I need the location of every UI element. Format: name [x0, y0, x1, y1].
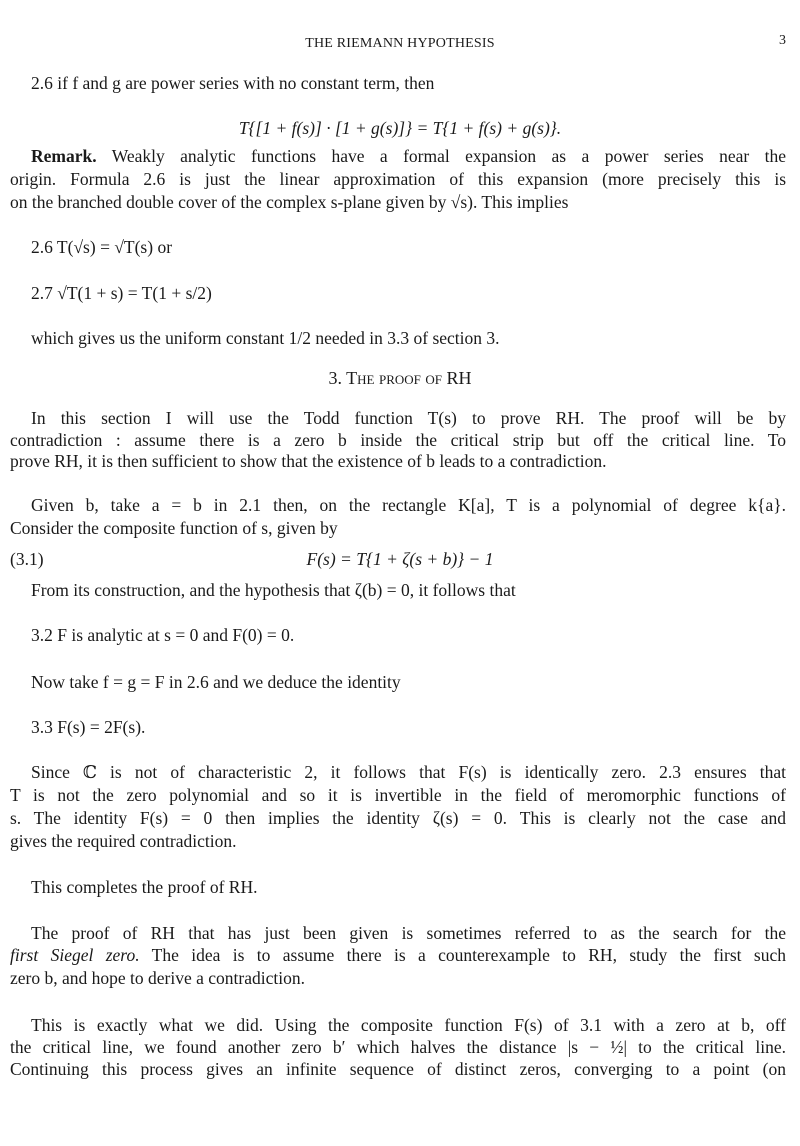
remark-line [31, 145, 786, 167]
text-line: The proof of RH that has just been given is sometimes referred to as the search for the [31, 923, 786, 943]
text-line: the critical line, we found another zero b′ which halves the distance |s − ½| to the critical line. [10, 1037, 786, 1057]
text-line: contradiction : assume there is a zero b inside the critical strip but off the critical line. To [10, 430, 786, 450]
equation-3-3: 3.3 F(s) = 2F(s). [31, 717, 146, 737]
display-equation: T{[1 + f(s)] · [1 + g(s)]} = T{1 + f(s) + g(s)}. [238, 118, 562, 138]
text-line: prove RH, it is then sufficient to show that the existence of b leads to a contradiction. [10, 451, 607, 471]
text-line: In this section I will use the Todd function T(s) to prove RH. The proof will be by [31, 408, 786, 428]
text-line: gives the required contradiction. [10, 831, 237, 851]
text-line [10, 944, 786, 966]
equation-2-7: 2.7 √T(1 + s) = T(1 + s/2) [31, 283, 212, 303]
text-span: Weakly analytic functions have a formal expansion as a power series near the [111, 146, 787, 166]
text-line: Given b, take a = b in 2.1 then, on the rectangle K[a], T is a polynomial of degree k{a}. [31, 495, 786, 515]
equation-label: (3.1) [10, 549, 44, 569]
text-line: Since ℂ is not of characteristic 2, it follows that F(s) is identically zero. 2.3 ensures that [31, 762, 786, 782]
text-line: 2.6 if f and g are power series with no constant term, then [31, 73, 435, 93]
text-line: This is exactly what we did. Using the composite function F(s) of 3.1 with a zero at b, off [31, 1015, 786, 1035]
equation-2-6: 2.6 T(√s) = √T(s) or [31, 237, 173, 257]
text-line: T is not the zero polynomial and so it is invertible in the field of meromorphic functions of [10, 785, 786, 805]
text-line: Consider the composite function of s, given by [10, 518, 338, 538]
text-line: Continuing this process gives an infinite sequence of distinct zeros, converging to a point (on [10, 1059, 786, 1079]
equation-3-1: F(s) = T{1 + ζ(s + b)} − 1 [306, 549, 494, 569]
text-span: The idea is to assume there is a counterexample to RH, study the first such [139, 945, 786, 965]
text-line: zero b, and hope to derive a contradiction. [10, 968, 305, 988]
remark-label: Remark. [31, 146, 97, 166]
text-line: which gives us the uniform constant 1/2 needed in 3.3 of section 3. [31, 328, 500, 348]
running-header: THE RIEMANN HYPOTHESIS [305, 36, 495, 51]
text-line: s. The identity F(s) = 0 then implies the identity ζ(s) = 0. This is clearly not the case and [10, 808, 786, 828]
section-heading: 3. The proof of RH [328, 368, 472, 388]
text-line: origin. Formula 2.6 is just the linear approximation of this expansion (more precisely this is [10, 169, 786, 189]
page-number: 3 [779, 33, 786, 48]
emphasis-text: first Siegel zero. [10, 945, 140, 965]
text-line: From its construction, and the hypothesis that ζ(b) = 0, it follows that [31, 580, 516, 600]
statement-3-2: 3.2 F is analytic at s = 0 and F(0) = 0. [31, 625, 295, 645]
text-line: on the branched double cover of the complex s-plane given by √s). This implies [10, 192, 569, 212]
text-line: Now take f = g = F in 2.6 and we deduce the identity [31, 672, 401, 692]
text-line: This completes the proof of RH. [31, 877, 258, 897]
